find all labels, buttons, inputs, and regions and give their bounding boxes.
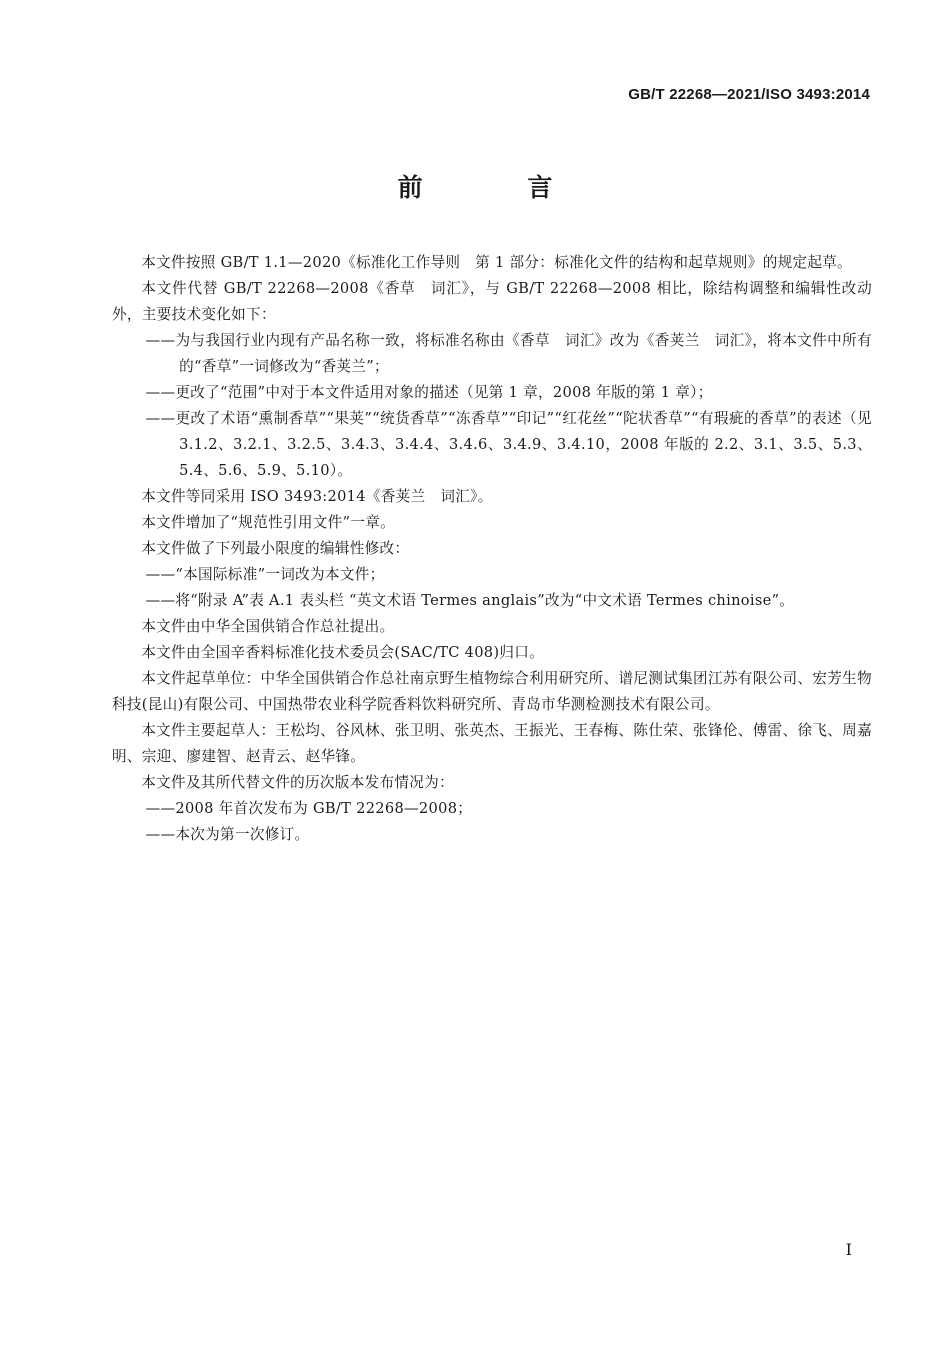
dash-list-item: ——“本国际标准”一词改为本文件；	[145, 566, 385, 583]
paragraph: 本文件等同采用 ISO 3493:2014《香荚兰 词汇》。	[141, 488, 493, 505]
page-title: 前 言	[397, 173, 601, 202]
dash-list-item: ——2008 年首次发布为 GB/T 22268—2008；	[145, 800, 473, 817]
paragraph: 本文件主要起草人：王松均、谷风林、张卫明、张英杰、王振光、王春梅、陈仕荣、张锋伦、傅雷、徐飞、周嘉明、宗迎、廖建智、赵青云、赵华锋。	[112, 722, 872, 765]
dash-list-item: ——更改了术语“熏制香草”“果荚”“统货香草”“冻香草”“印记”“红花丝”“陀状香草”“有瑕疵的香草”的表述（见 3.1.2、3.2.1、3.2.5、3.4.3、3.4.4、3.4.6、3.4.9、3.4.10，2008 年版的 2.2、3.1、3.5、5.3、5.4、5.6、5.9、5.10）。	[145, 410, 872, 479]
paragraph: 本文件按照 GB/T 1.1—2020《标准化工作导则 第 1 部分：标准化文件的结构和起草规则》的规定起草。	[141, 254, 853, 271]
paragraph: 本文件代替 GB/T 22268—2008《香草 词汇》，与 GB/T 22268—2008 相比，除结构调整和编辑性改动外，主要技术变化如下：	[112, 280, 872, 323]
paragraph: 本文件由全国辛香料标准化技术委员会(SAC/TC 408)归口。	[141, 644, 545, 661]
paragraph: 本文件做了下列最小限度的编辑性修改：	[141, 540, 410, 557]
paragraph: 本文件增加了“规范性引用文件”一章。	[141, 514, 396, 531]
standard-number: GB/T 22268—2021/ISO 3493:2014	[628, 86, 870, 103]
dash-list-item: ——更改了“范围”中对于本文件适用对象的描述（见第 1 章，2008 年版的第 1 章）；	[145, 384, 713, 401]
page-number: I	[845, 1240, 852, 1259]
paragraph: 本文件起草单位：中华全国供销合作总社南京野生植物综合利用研究所、谱尼测试集团江苏有限公司、宏芳生物科技(昆山)有限公司、中国热带农业科学院香料饮料研究所、青岛市华测检测技术有限公司。	[112, 670, 872, 713]
paragraph: 本文件及其所代替文件的历次版本发布情况为：	[141, 774, 454, 791]
dash-list-item: ——为与我国行业内现有产品名称一致，将标准名称由《香草 词汇》改为《香荚兰 词汇》，将本文件中所有的“香草”一词修改为“香荚兰”；	[145, 332, 872, 375]
dash-list-item: ——将“附录 A”表 A.1 表头栏 “英文术语 Termes anglais”改为“中文术语 Termes chinoise”。	[145, 592, 795, 609]
dash-list-item: ——本次为第一次修订。	[145, 826, 310, 843]
foreword-body	[112, 250, 872, 848]
paragraph: 本文件由中华全国供销合作总社提出。	[141, 618, 395, 635]
